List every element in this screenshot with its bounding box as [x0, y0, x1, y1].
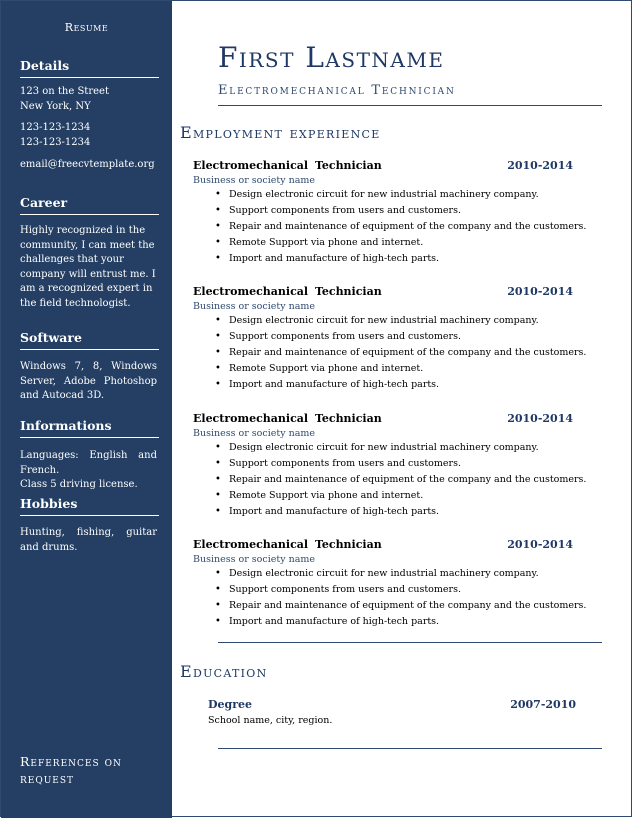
details-address	[20, 85, 157, 114]
job-title: Electromechanical Technician	[193, 285, 382, 298]
candidate-title: Electromechanical Technician	[218, 83, 456, 98]
hobbies-heading: Hobbies	[20, 496, 159, 516]
job-duty: • Import and manufacture of high-tech parts.	[229, 251, 586, 267]
job-duty: • Repair and maintenance of equipment of the company and the customers.	[229, 472, 586, 488]
career-text: Highly recognized in the community, I can meet the challenges that your company will entrust me. I am a recognized expert in the field technologist.	[20, 225, 156, 309]
address-line-1: 123 on the Street	[20, 86, 109, 97]
education-divider	[218, 748, 602, 749]
job-duty: • Support components from users and customers.	[229, 203, 586, 219]
education-dates: 2007-2010	[510, 698, 576, 711]
education-heading: Education	[180, 662, 268, 681]
informations-license: Class 5 driving license.	[20, 479, 138, 490]
job-title: Electromechanical Technician	[193, 159, 382, 172]
software-heading: Software	[20, 330, 159, 350]
references-note: References on request	[20, 754, 122, 786]
details-email: email@freecvtemplate.org	[20, 159, 155, 170]
job-duty: • Design electronic circuit for new industrial machinery company.	[229, 440, 586, 456]
job-duty: • Support components from users and customers.	[229, 456, 586, 472]
education-school: School name, city, region.	[208, 715, 333, 726]
header-divider	[218, 105, 602, 106]
job-duties	[193, 566, 586, 630]
job-duties	[193, 440, 586, 520]
job-duty: • Support components from users and customers.	[229, 582, 586, 598]
details-phones	[20, 121, 157, 150]
sidebar	[1, 1, 172, 818]
job-duty: • Repair and maintenance of equipment of the company and the customers.	[229, 219, 586, 235]
company-name: Business or society name	[193, 301, 315, 312]
job-title: Electromechanical Technician	[193, 538, 382, 551]
employment-heading: Employment experience	[180, 123, 381, 142]
job-duty: • Import and manufacture of high-tech parts.	[229, 377, 586, 393]
hobbies-text: Hunting, fishing, guitar and drums.	[20, 527, 157, 553]
job-duty: • Import and manufacture of high-tech parts.	[229, 504, 586, 520]
career-heading: Career	[20, 195, 159, 215]
job-dates: 2010-2014	[507, 538, 573, 551]
job-duty: • Repair and maintenance of equipment of the company and the customers.	[229, 598, 586, 614]
phone-2: 123-123-1234	[20, 136, 91, 148]
job-duty: • Design electronic circuit for new industrial machinery company.	[229, 187, 586, 203]
job-duty: • Design electronic circuit for new industrial machinery company.	[229, 313, 586, 329]
job-duty: • Design electronic circuit for new industrial machinery company.	[229, 566, 586, 582]
candidate-name: First Lastname	[218, 41, 445, 74]
job-duty: • Remote Support via phone and internet.	[229, 361, 586, 377]
company-name: Business or society name	[193, 428, 315, 439]
job-dates: 2010-2014	[507, 285, 573, 298]
phone-1: 123-123-1234	[20, 122, 91, 133]
informations-heading: Informations	[20, 418, 159, 438]
job-duty: • Remote Support via phone and internet.	[229, 488, 586, 504]
job-duty: • Repair and maintenance of equipment of the company and the customers.	[229, 345, 586, 361]
job-dates: 2010-2014	[507, 159, 573, 172]
employment-divider	[218, 642, 602, 643]
job-title: Electromechanical Technician	[193, 412, 382, 425]
job-duties	[193, 187, 586, 267]
company-name: Business or society name	[193, 554, 315, 565]
resume-label: Resume	[64, 21, 109, 34]
address-line-2: New York, NY	[20, 100, 91, 112]
education-degree: Degree	[208, 698, 253, 711]
details-heading: Details	[20, 58, 159, 78]
job-duty: • Import and manufacture of high-tech parts.	[229, 614, 586, 630]
software-text: Windows 7, 8, Windows Server, Adobe Photoshop and Autocad 3D.	[20, 361, 157, 401]
job-duties	[193, 313, 586, 393]
main-content	[172, 1, 631, 816]
job-duty: • Remote Support via phone and internet.	[229, 235, 586, 251]
job-duty: • Support components from users and customers.	[229, 329, 586, 345]
company-name: Business or society name	[193, 175, 315, 186]
informations-languages: Languages: English and French.	[20, 450, 157, 476]
job-dates: 2010-2014	[507, 412, 573, 425]
